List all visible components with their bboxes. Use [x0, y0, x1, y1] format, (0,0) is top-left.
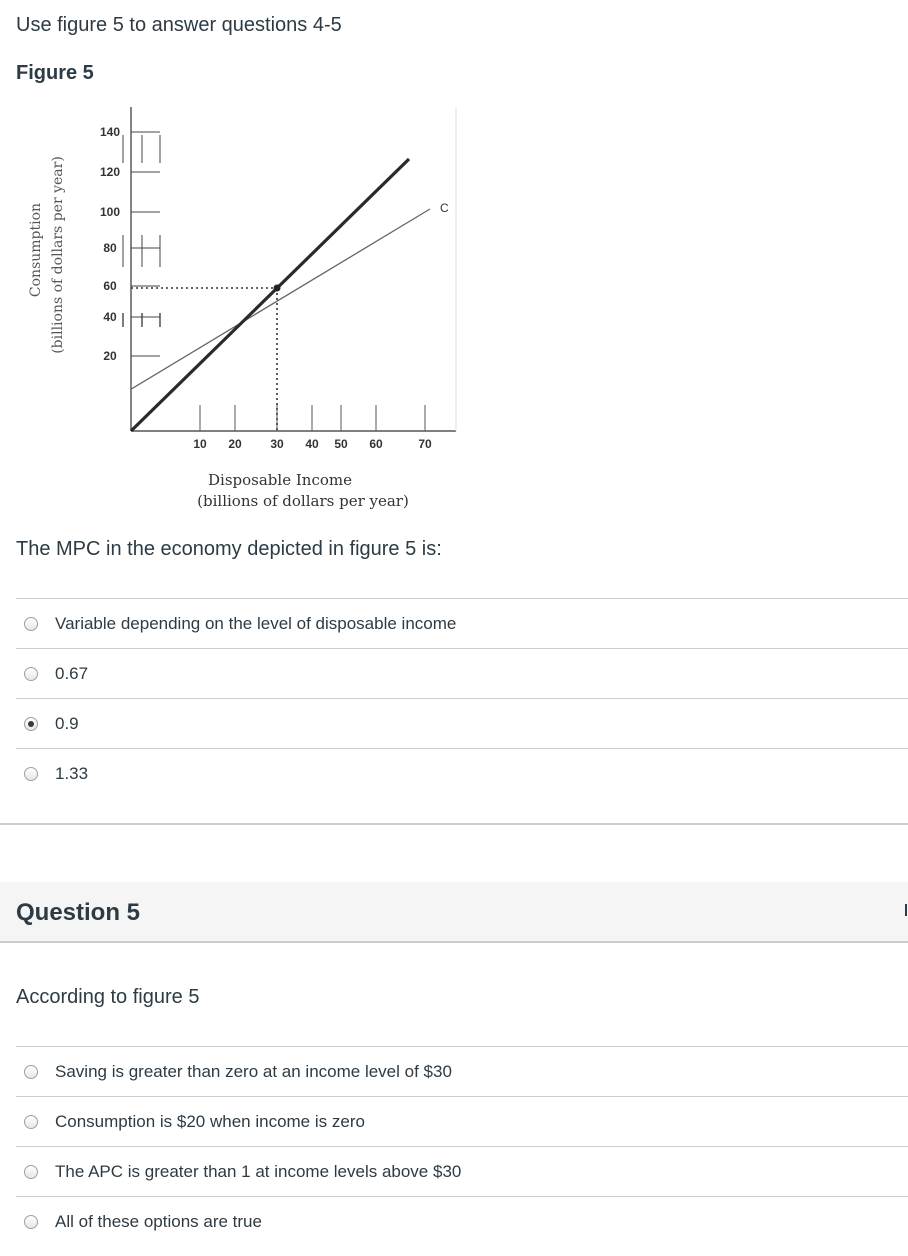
x-tick-label: 60 — [369, 437, 383, 451]
y-tick-label: 140 — [99, 125, 121, 139]
x-tick-label: 20 — [228, 437, 242, 451]
y-axis-title: Consumption — [28, 202, 44, 298]
y-tick-label: 100 — [99, 205, 121, 219]
answer-label: All of these options are true — [55, 1211, 262, 1231]
q4-answer-0[interactable] — [16, 598, 908, 648]
x-tick-label: 10 — [193, 437, 207, 451]
figure-title: Figure 5 — [16, 62, 94, 84]
y-tick-label: 80 — [103, 241, 117, 255]
question-5-header — [0, 882, 908, 943]
answer-label: 0.9 — [55, 713, 79, 733]
answer-label: Variable depending on the level of disposable income — [55, 613, 457, 633]
series-label-c: C — [440, 201, 449, 215]
header-edge-mark — [905, 904, 907, 916]
x-tick-label: 30 — [270, 437, 284, 451]
radio-button[interactable] — [24, 1065, 38, 1079]
x-axis-subtitle: (billions of dollars per year) — [197, 492, 409, 510]
q4-answer-1[interactable] — [16, 648, 908, 698]
question-divider — [0, 823, 908, 825]
question-5-title: Question 5 — [16, 899, 141, 926]
forty-five-degree-line — [131, 159, 409, 431]
q5-answer-2[interactable] — [16, 1146, 908, 1196]
radio-button[interactable] — [24, 617, 38, 631]
y-tick-label: 60 — [103, 279, 117, 293]
q5-answer-3[interactable] — [16, 1196, 908, 1246]
q5-answer-1[interactable] — [16, 1096, 908, 1146]
radio-button[interactable] — [24, 667, 38, 681]
answer-label: Consumption is $20 when income is zero — [55, 1111, 365, 1131]
x-tick-label: 70 — [418, 437, 432, 451]
x-axis-title: Disposable Income — [208, 471, 352, 489]
radio-button[interactable] — [24, 717, 38, 731]
question-5-text: According to figure 5 — [16, 986, 200, 1008]
radio-button[interactable] — [24, 1115, 38, 1129]
answer-label: The APC is greater than 1 at income levels above $30 — [55, 1161, 462, 1181]
question-5-answers — [16, 1046, 908, 1246]
question-4-text: The MPC in the economy depicted in figure 5 is: — [16, 538, 442, 560]
y-tick-label: 40 — [103, 310, 117, 324]
consumption-line — [131, 209, 430, 389]
q5-answer-0[interactable] — [16, 1046, 908, 1096]
answer-label: 1.33 — [55, 763, 89, 783]
q4-answer-3[interactable] — [16, 748, 908, 798]
radio-button[interactable] — [24, 1165, 38, 1179]
question-4-answers — [16, 598, 908, 798]
x-tick-label: 40 — [305, 437, 319, 451]
x-tick-label: 50 — [334, 437, 348, 451]
y-axis-subtitle: (billions of dollars per year) — [50, 156, 66, 354]
intersection-point — [274, 285, 281, 292]
figure-5-chart — [0, 95, 470, 515]
radio-button[interactable] — [24, 1215, 38, 1229]
y-tick-label: 20 — [103, 349, 117, 363]
question-intro-text: Use figure 5 to answer questions 4-5 — [16, 14, 342, 36]
radio-button[interactable] — [24, 767, 38, 781]
y-tick-label: 120 — [99, 165, 121, 179]
answer-label: Saving is greater than zero at an income level of $30 — [55, 1061, 452, 1081]
q4-answer-2[interactable] — [16, 698, 908, 748]
answer-label: 0.67 — [55, 663, 89, 683]
